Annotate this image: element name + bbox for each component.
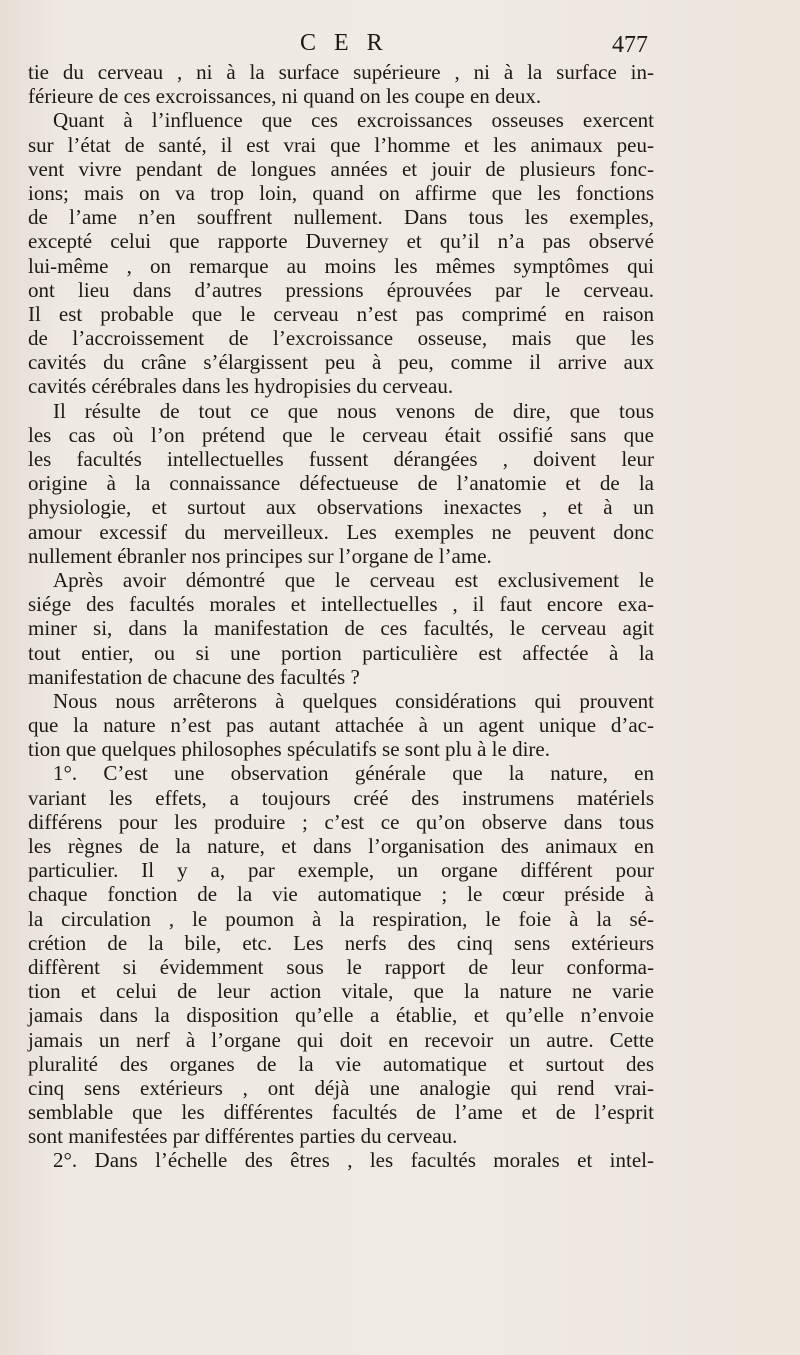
text-line: nullement ébranler nos principes sur l’organe de l’ame. [28,543,492,568]
text-line: sont manifestées par différentes parties du cerveau. [28,1124,458,1149]
text-line: vent vivre pendant de longues années et jouir de plusieurs fonc- [28,156,654,181]
text-line: différens pour les produire ; c’est ce qu’on observe dans tous [28,809,654,834]
text-line: de l’accroissement de l’excroissance osseuse, mais que les [28,326,654,351]
text-line: miner si, dans la manifestation de ces facultés, le cerveau agit [28,616,654,641]
text-line: pluralité des organes de la vie automatique et surtout des [28,1051,654,1076]
text-line: férieure de ces excroissances, ni quand on les coupe en deux. [28,84,542,109]
text-line: Après avoir démontré que le cerveau est exclusivement le [53,567,654,592]
text-line: siége des facultés morales et intellectuelles , il faut encore exa- [28,592,654,617]
text-line: cavités cérébrales dans les hydropisies du cerveau. [28,374,454,399]
text-line: particulier. Il y a, par exemple, un organe différent pour [28,858,654,883]
text-line: Il résulte de tout ce que nous venons de dire, que tous [53,398,654,423]
text-line: les cas où l’on prétend que le cerveau était ossifié sans que [28,422,654,447]
text-line: excepté celui que rapporte Duverney et qu’il n’a pas observé [28,229,654,254]
text-line: jamais dans la disposition qu’elle a établie, et qu’elle n’envoie [28,1003,654,1028]
text-line: semblable que les différentes facultés de l’ame et de l’esprit [28,1100,654,1125]
text-line: origine à la connaissance défectueuse de l’anatomie et de la [28,471,654,496]
text-line: physiologie, et surtout aux observations inexactes , et à un [28,495,654,520]
text-line: cavités du crâne s’élargissent peu à peu, comme il arrive aux [28,350,654,375]
text-line: variant les effets, a toujours créé des instrumens matériels [28,785,654,810]
text-line: ions; mais on va trop loin, quand on affirme que les fonctions [28,180,654,205]
text-line: que la nature n’est pas autant attachée à un agent unique d’ac- [28,713,654,738]
text-line: Quant à l’influence que ces excroissances osseuses exercent [53,108,654,133]
running-head: C E R [300,30,389,56]
body-text [28,60,654,1173]
text-line: tion et celui de leur action vitale, que la nature ne varie [28,979,654,1004]
text-line: manifestation de chacune des facultés ? [28,664,360,689]
text-line: tie du cerveau , ni à la surface supérieure , ni à la surface in- [28,60,654,84]
text-line: ont lieu dans d’autres pressions éprouvées par le cerveau. [28,277,654,302]
text-line: les règnes de la nature, et dans l’organisation des animaux en [28,834,654,858]
text-line: jamais un nerf à l’organe qui doit en recevoir un autre. Cette [28,1027,654,1052]
text-line: crétion de la bile, etc. Les nerfs des cinq sens extérieurs [28,930,654,955]
text-line: cinq sens extérieurs , ont déjà une analogie qui rend vrai- [28,1075,654,1100]
text-line: tout entier, ou si une portion particulière est affectée à la [28,640,654,665]
text-line: tion que quelques philosophes spéculatifs se sont plu à le dire. [28,737,550,762]
page-header [0,30,800,60]
page-number: 477 [612,32,648,58]
text-line: amour excessif du merveilleux. Les exemples ne peuvent donc [28,519,654,544]
text-line: Il est probable que le cerveau n’est pas comprimé en raison [28,301,654,326]
text-line: Nous nous arrêterons à quelques considérations qui prouvent [53,688,654,713]
text-line: 2°. Dans l’échelle des êtres , les facultés morales et intel- [53,1148,654,1173]
text-line: 1°. C’est une observation générale que la nature, en [53,761,654,786]
text-line: diffèrent si évidemment sous le rapport de leur conforma- [28,954,654,979]
text-line: de l’ame n’en souffrent nullement. Dans tous les exemples, [28,205,654,230]
text-line: la circulation , le poumon à la respiration, le foie à la sé- [28,906,654,931]
text-line: sur l’état de santé, il est vrai que l’homme et les animaux peu- [28,132,654,157]
text-line: lui-même , on remarque au moins les mêmes symptômes qui [28,253,654,278]
text-line: chaque fonction de la vie automatique ; le cœur préside à [28,882,654,907]
text-line: les facultés intellectuelles fussent dérangées , doivent leur [28,447,654,471]
